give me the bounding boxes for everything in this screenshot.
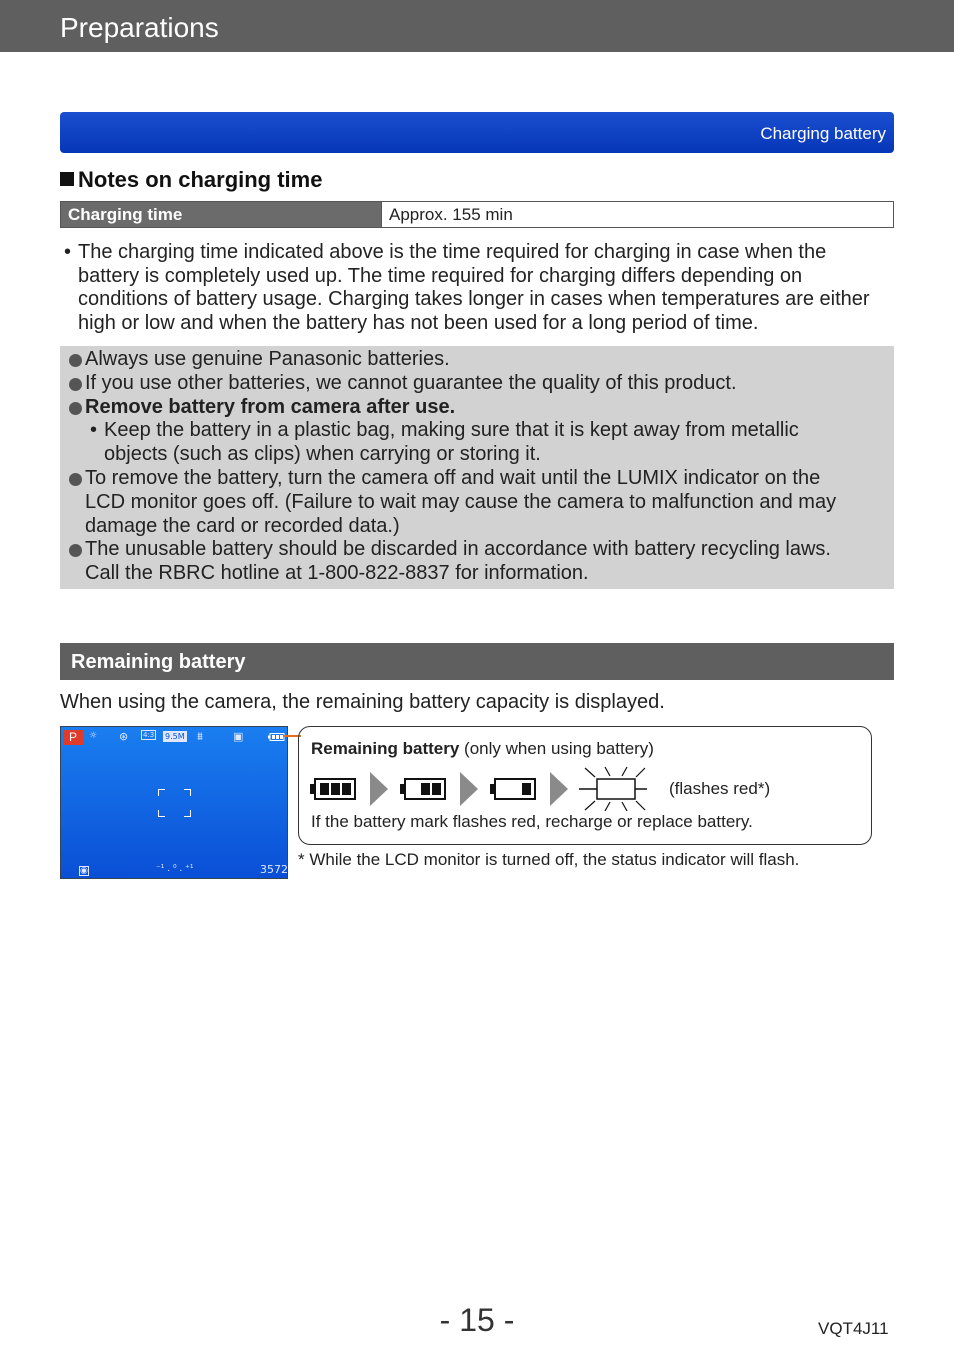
circle-bullet-icon bbox=[69, 402, 82, 415]
af-frame-corner bbox=[158, 789, 165, 796]
flash-note-star: *) bbox=[757, 779, 771, 798]
header-bar bbox=[0, 0, 954, 52]
arrow-icon bbox=[550, 772, 568, 806]
caution-line-1: Always use genuine Panasonic batteries. bbox=[85, 348, 450, 370]
page-number: - 15 - bbox=[439, 1302, 515, 1338]
caution-line-4b: LCD monitor goes off. (Failure to wait may cause the camera to malfunction and may bbox=[85, 491, 837, 513]
charging-heading bbox=[60, 167, 322, 193]
charging-note bbox=[64, 241, 879, 336]
remaining-intro: When using the camera, the remaining battery capacity is displayed. bbox=[60, 691, 665, 713]
sub-bullet-icon: • bbox=[90, 419, 98, 441]
remaining-box-footer: If the battery mark flashes red, recharge or replace battery. bbox=[311, 812, 753, 831]
charging-table bbox=[60, 201, 894, 228]
battery-full-icon bbox=[310, 779, 355, 799]
charging-heading-text: Notes on charging time bbox=[78, 167, 323, 192]
flash-note bbox=[669, 779, 770, 799]
section-label: Charging battery bbox=[760, 124, 886, 143]
picture-size-icon: 9.5M bbox=[165, 732, 185, 741]
battery-one-third-icon bbox=[490, 779, 535, 799]
lcd-screen-image bbox=[60, 726, 288, 879]
caution-sub-1: Keep the battery in a plastic bag, making sure that it is kept away from metallic bbox=[104, 419, 799, 441]
caution-line-2: If you use other batteries, we cannot guarantee the quality of this product. bbox=[85, 372, 737, 394]
scene-icon: ☼ bbox=[89, 731, 98, 741]
exposure-scale: ⁻¹ . ⁰ . ⁺¹ bbox=[156, 864, 194, 874]
document-code: VQT4J11 bbox=[818, 1319, 889, 1338]
charging-table-label: Charging time bbox=[61, 202, 381, 227]
af-frame-corner bbox=[184, 789, 191, 796]
circle-bullet-icon bbox=[69, 354, 82, 367]
remaining-box-title-rest: (only when using battery) bbox=[459, 739, 654, 758]
battery-empty-flashing-icon bbox=[579, 767, 647, 811]
caution-line-4c: damage the card or recorded data.) bbox=[85, 515, 400, 537]
af-frame-corner bbox=[158, 810, 165, 817]
remaining-box-title bbox=[311, 739, 654, 759]
page-title: Preparations bbox=[60, 12, 219, 43]
caution-line-4a: To remove the battery, turn the camera off and wait until the LUMIX indicator on the bbox=[85, 467, 821, 489]
shots-remaining: 3572 bbox=[260, 863, 288, 876]
af-frame-corner bbox=[184, 810, 191, 817]
caution-sub-2: objects (such as clips) when carrying or storing it. bbox=[104, 443, 541, 465]
metering-icon: ◉ bbox=[80, 866, 88, 876]
battery-two-thirds-icon bbox=[400, 779, 445, 799]
arrow-icon bbox=[460, 772, 478, 806]
af-icon: ▣ bbox=[233, 730, 244, 743]
charging-table-value: Approx. 155 min bbox=[381, 202, 893, 227]
square-bullet-icon bbox=[60, 172, 74, 186]
battery-levels bbox=[307, 766, 659, 812]
bullet-icon: • bbox=[64, 241, 72, 263]
caution-box bbox=[60, 346, 894, 589]
flash-off-icon: ⊛ bbox=[119, 730, 129, 743]
flash-note-text: (flashes red bbox=[669, 779, 758, 798]
caution-line-5b: Call the RBRC hotline at 1-800-822-8837 for information. bbox=[85, 562, 589, 584]
remaining-heading-bar bbox=[60, 643, 894, 680]
arrow-icon bbox=[370, 772, 388, 806]
caution-line-5a: The unusable battery should be discarded in accordance with battery recycling laws. bbox=[85, 538, 831, 560]
circle-bullet-icon bbox=[69, 473, 82, 486]
circle-bullet-icon bbox=[69, 544, 82, 557]
mode-p-icon: P bbox=[63, 730, 83, 745]
charging-note-text: The charging time indicated above is the time required for charging in case when the battery is completely used up. The time required for charging differs depending on conditions of battery usage. Charging takes longer in cases when temperatures are either high or low and when the battery has not been used for a long period of time. bbox=[78, 241, 870, 335]
remaining-box-title-bold: Remaining battery bbox=[311, 739, 460, 758]
remaining-heading: Remaining battery bbox=[71, 651, 246, 673]
quality-icon: ⩩ bbox=[197, 730, 203, 743]
aspect-icon: 4:3 bbox=[143, 731, 155, 739]
circle-bullet-icon bbox=[69, 378, 82, 391]
section-bar bbox=[60, 112, 894, 153]
remaining-battery-box bbox=[298, 726, 872, 845]
footnote: * While the LCD monitor is turned off, the status indicator will flash. bbox=[298, 850, 800, 869]
caution-line-3: Remove battery from camera after use. bbox=[85, 396, 456, 418]
